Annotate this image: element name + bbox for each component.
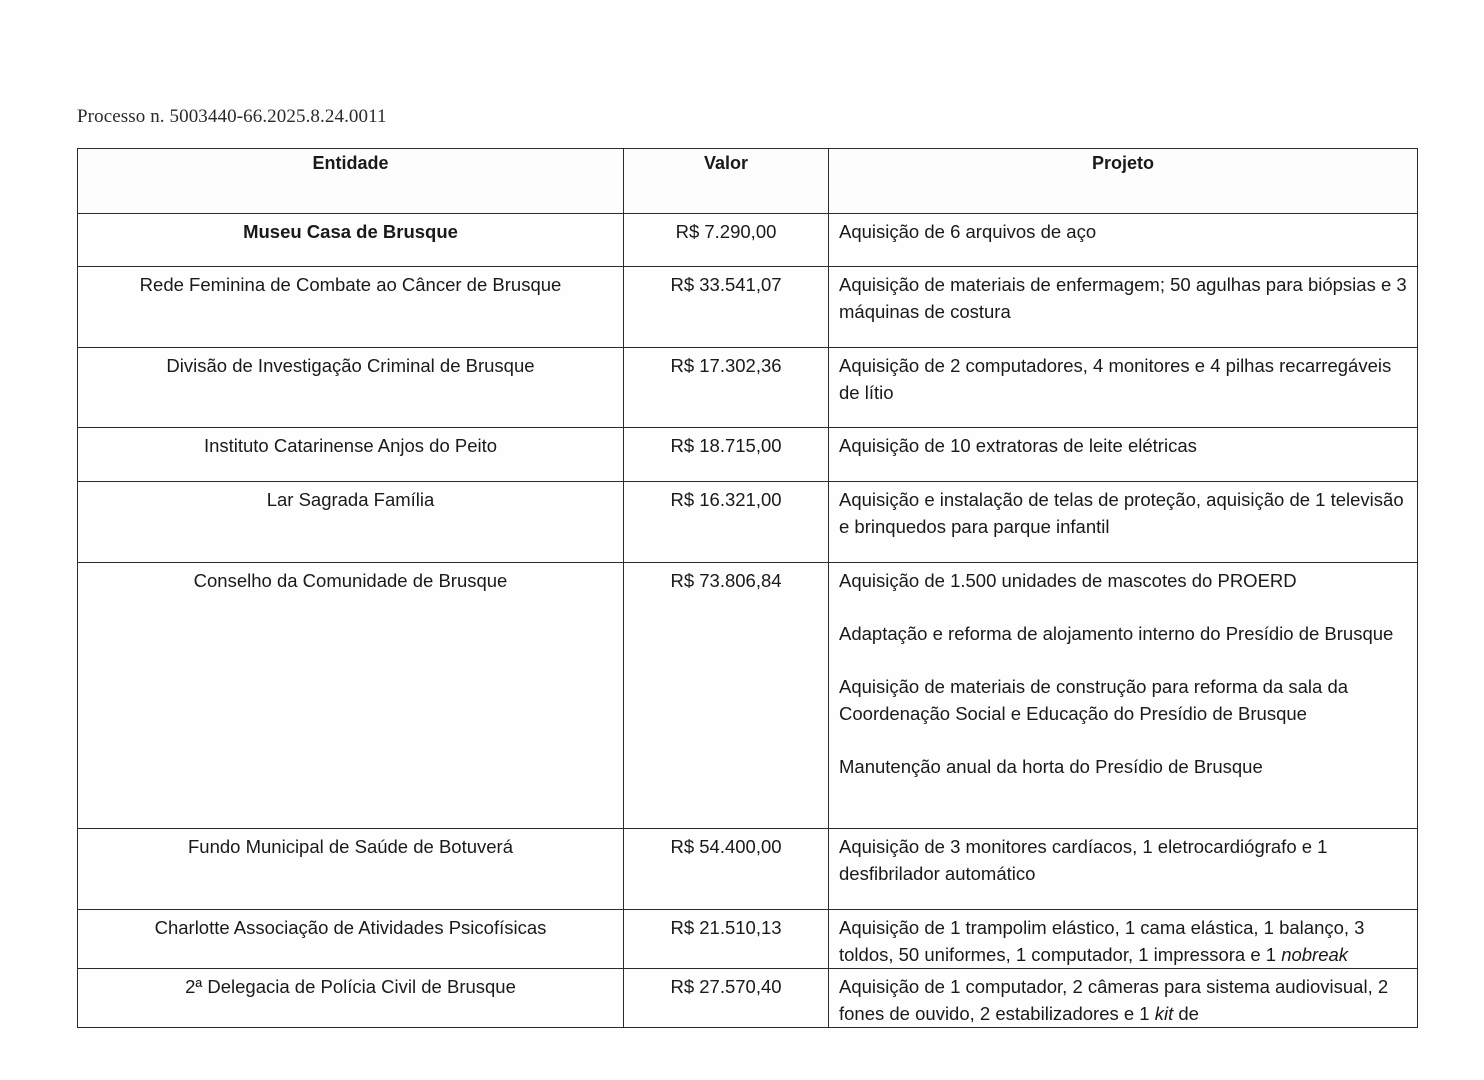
value-amount: R$ 27.570,40	[670, 976, 782, 997]
project-italic-term: kit	[1154, 1003, 1174, 1024]
value-cell	[624, 910, 829, 969]
project-description: Aquisição de 10 extratoras de leite elétricas	[839, 435, 1197, 456]
entity-cell	[78, 829, 624, 910]
table-row	[78, 348, 1418, 428]
project-description: Aquisição de 6 arquivos de aço	[839, 221, 1097, 242]
entity-name: Rede Feminina de Combate ao Câncer de Brusque	[139, 274, 562, 295]
value-cell	[624, 267, 829, 348]
project-description: Aquisição de materiais de construção para reforma da sala da Coordenação Social e Educação do Presídio de Brusque	[839, 676, 1349, 724]
value-amount: R$ 17.302,36	[670, 355, 782, 376]
column-header-entity: Entidade	[78, 149, 624, 214]
entity-cell	[78, 428, 624, 482]
project-description: Manutenção anual da horta do Presídio de Brusque	[839, 756, 1263, 777]
value-cell	[624, 348, 829, 428]
value-amount: R$ 18.715,00	[670, 435, 782, 456]
project-description: Aquisição de 2 computadores, 4 monitores e 4 pilhas recarregáveis de lítio	[839, 355, 1392, 403]
value-cell	[624, 829, 829, 910]
table-row	[78, 482, 1418, 563]
value-cell	[624, 482, 829, 563]
table-row	[78, 910, 1418, 969]
table-row	[78, 829, 1418, 910]
entity-name: Museu Casa de Brusque	[243, 221, 458, 242]
value-amount: R$ 54.400,00	[670, 836, 782, 857]
value-amount: R$ 7.290,00	[675, 221, 777, 242]
project-description: Aquisição de 1.500 unidades de mascotes do PROERD	[839, 570, 1297, 591]
entity-cell	[78, 969, 624, 1028]
table-header-row	[78, 149, 1418, 214]
project-description	[839, 914, 1407, 968]
project-cell	[829, 910, 1418, 969]
value-cell	[624, 563, 829, 829]
entity-name: Divisão de Investigação Criminal de Brusque	[166, 355, 535, 376]
project-cell	[829, 563, 1418, 829]
entity-name: Conselho da Comunidade de Brusque	[193, 570, 508, 591]
project-cell	[829, 348, 1418, 428]
entity-name: 2ª Delegacia de Polícia Civil de Brusque	[185, 976, 516, 997]
entity-cell	[78, 267, 624, 348]
project-text: Aquisição de 1 trampolim elástico, 1 cama elástica, 1 balanço, 3 toldos, 50 uniformes, 1 computador, 1 impressora e 1	[839, 917, 1365, 965]
value-amount: R$ 33.541,07	[670, 274, 782, 295]
entity-cell	[78, 910, 624, 969]
entity-cell	[78, 563, 624, 829]
entity-cell	[78, 214, 624, 267]
grants-table	[77, 148, 1418, 1028]
project-cell	[829, 214, 1418, 267]
entity-cell	[78, 482, 624, 563]
project-cell	[829, 482, 1418, 563]
entity-name: Charlotte Associação de Atividades Psicofísicas	[154, 917, 547, 938]
project-text: Aquisição de 1 computador, 2 câmeras para sistema audiovisual, 2 fones de ouvido, 2 estabilizadores e 1	[839, 976, 1389, 1024]
entity-name: Instituto Catarinense Anjos do Peito	[203, 435, 498, 456]
entity-name: Fundo Municipal de Saúde de Botuverá	[188, 836, 513, 857]
column-header-value: Valor	[624, 149, 829, 214]
table-row	[78, 563, 1418, 829]
project-description	[839, 973, 1407, 1027]
value-cell	[624, 969, 829, 1028]
process-number: Processo n. 5003440-66.2025.8.24.0011	[77, 106, 387, 127]
project-cell	[829, 969, 1418, 1028]
table-row	[78, 969, 1418, 1028]
table-row	[78, 267, 1418, 348]
entity-name: Lar Sagrada Família	[266, 489, 435, 510]
project-description: Aquisição de 3 monitores cardíacos, 1 eletrocardiógrafo e 1 desfibrilador automático	[839, 836, 1328, 884]
value-amount: R$ 21.510,13	[670, 917, 782, 938]
project-cell	[829, 267, 1418, 348]
value-amount: R$ 16.321,00	[670, 489, 782, 510]
project-italic-term: nobreak	[1281, 944, 1349, 965]
project-description: Aquisição e instalação de telas de proteção, aquisição de 1 televisão e brinquedos para parque infantil	[839, 489, 1404, 537]
value-cell	[624, 214, 829, 267]
project-text-suffix: de	[1173, 1003, 1199, 1024]
entity-cell	[78, 348, 624, 428]
project-description: Adaptação e reforma de alojamento interno do Presídio de Brusque	[839, 623, 1394, 644]
project-cell	[829, 829, 1418, 910]
table-row	[78, 214, 1418, 267]
value-cell	[624, 428, 829, 482]
value-amount: R$ 73.806,84	[670, 570, 782, 591]
project-cell	[829, 428, 1418, 482]
table-row	[78, 428, 1418, 482]
column-header-project: Projeto	[829, 149, 1418, 214]
project-description: Aquisição de materiais de enfermagem; 50 agulhas para biópsias e 3 máquinas de costura	[839, 274, 1407, 322]
